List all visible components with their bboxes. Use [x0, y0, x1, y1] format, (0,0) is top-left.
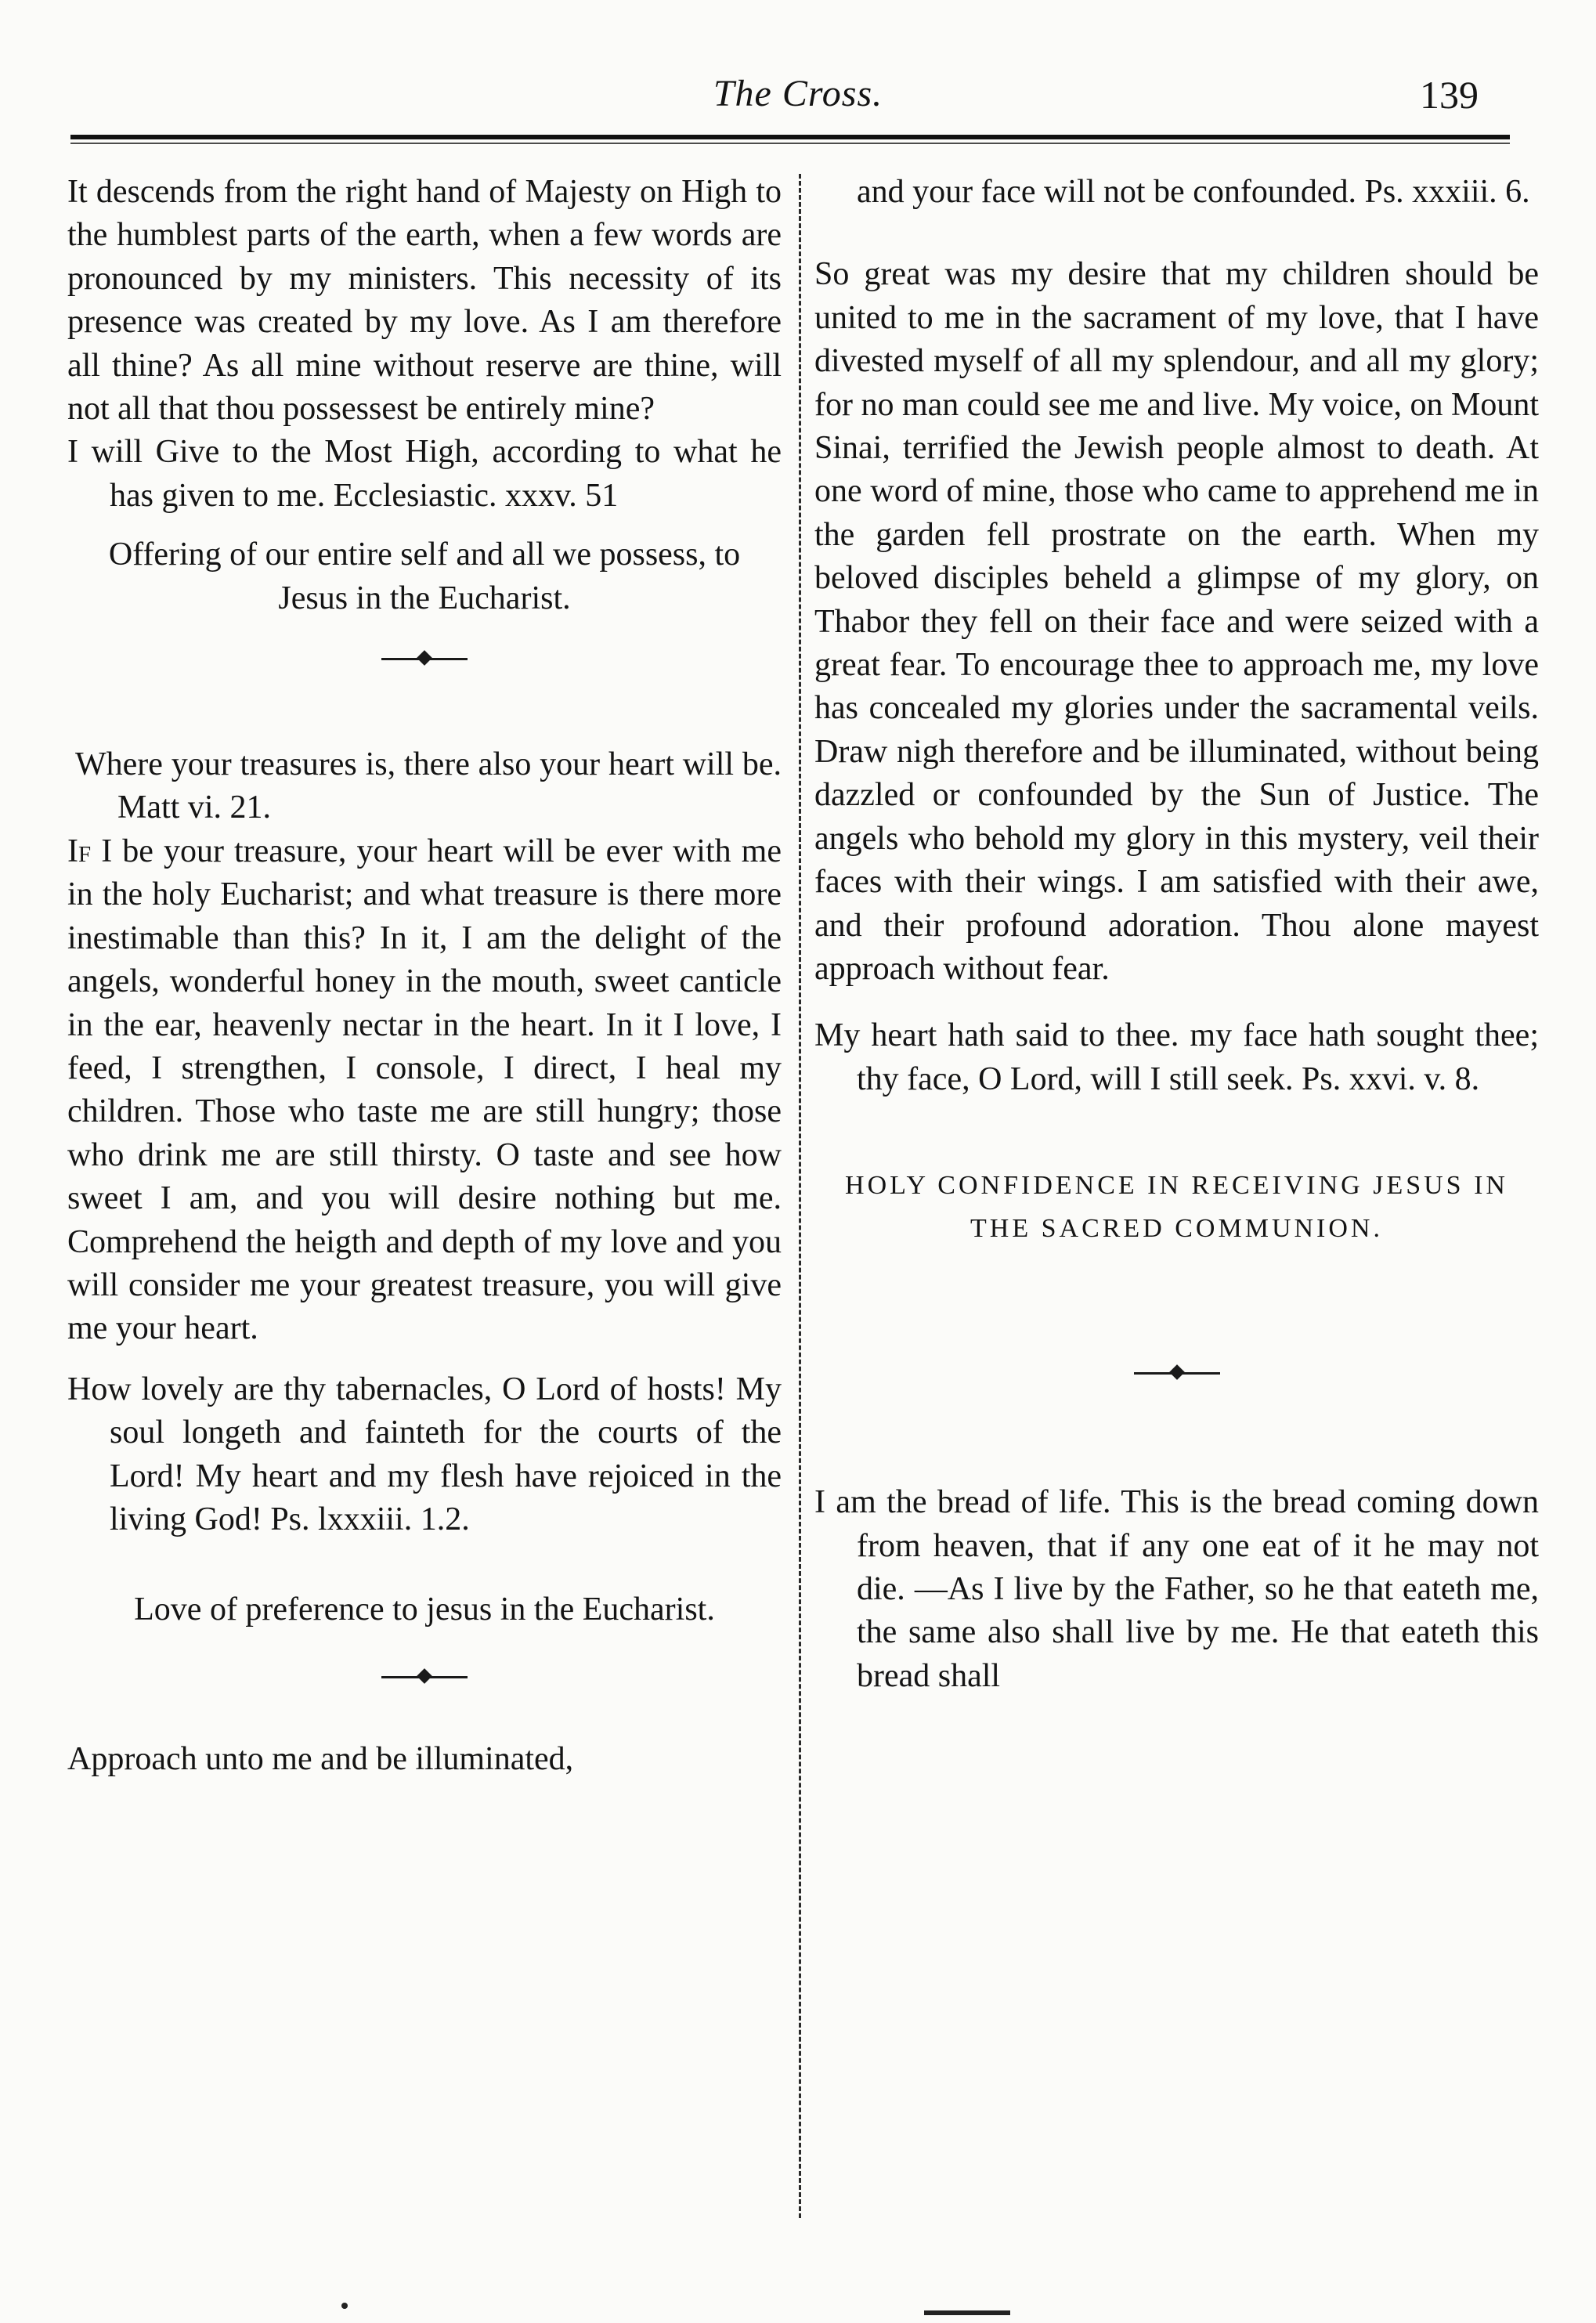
divider-ornament: [381, 638, 468, 681]
section-caption: Offering of our entire self and all we possess, to Jesus in the Eucharist.: [108, 536, 741, 616]
header-rule: [70, 135, 1510, 139]
page-header: [0, 0, 1596, 141]
scripture-verse: How lovely are thy tabernacles, O Lord of hosts! My soul longeth and fainteth for the courts of the Lord! My heart and my flesh have rejoiced in the living God! Ps. lxxxiii. 1.2.: [67, 1371, 782, 1537]
section-heading: HOLY CONFIDENCE IN RECEIVING JESUS IN: [845, 1171, 1508, 1201]
column-divider: [799, 174, 801, 2218]
header-rule-thin: [70, 143, 1510, 144]
left-column: [67, 171, 782, 1781]
drop-cap: If: [67, 833, 92, 869]
running-title: The Cross.: [713, 73, 883, 114]
scripture-verse: and your face will not be confounded. Ps. xxxiii. 6.: [857, 174, 1530, 210]
paragraph-text: I be your treasure, your heart will be ever with me in the holy Eucharist; and what treasure is there more inestimable than this? In it, I am the delight of the angels, wonderful honey in the mouth, sweet canticle in the ear, heavenly nectar in the heart. In it I love, I feed, I strengthen, I console, I direct, I heal my children. Those who taste me are still hungry; those who drink me are still thirsty. O taste and see how sweet I am, and you will desire nothing but me. Comprehend the heigth and depth of my love and you will consider me your greatest treasure, you will give me your heart.: [67, 833, 782, 1347]
page-number: 139: [1420, 73, 1479, 117]
right-column: [814, 171, 1539, 1698]
divider-ornament: [381, 1656, 468, 1699]
paragraph: Approach unto me and be illuminated,: [67, 1740, 574, 1777]
scripture-verse: My heart hath said to thee. my face hath sought thee; thy face, O Lord, will I still seek. Ps. xxvi. v. 8.: [814, 1017, 1539, 1097]
scripture-verse: I will Give to the Most High, according to what he has given to me. Ecclesiastic. xxxv. 51: [67, 434, 782, 514]
section-heading: THE SACRED COMMUNION.: [970, 1214, 1383, 1244]
paragraph: [67, 830, 782, 1351]
section-caption: Love of preference to jesus in the Eucharist.: [134, 1591, 715, 1628]
paragraph: So great was my desire that my children should be united to me in the sacrament of my love, that I have divested myself of all my splendour, and all my glory; for no man could see me and live. My voice, on Mount Sinai, terrified the Jewish people almost to death. At one word of mine, those who came to apprehend me in the garden fell prostrate on the earth. When my beloved disciples beheld a glimpse of my glory, on Thabor they fell on their face and were seized with a great fear. To encourage thee to approach me, my love has concealed my glories under the sacramental veils. Draw nigh therefore and be illuminated, without being dazzled or confounded by the Sun of Justice. The angels who behold my glory in this mystery, veil their faces with their wings. I am satisfied with their awe, and their profound adoration. Thou alone mayest approach without fear.: [814, 256, 1539, 987]
divider-ornament: [1134, 1352, 1220, 1395]
scripture-verse: Where your treasures is, there also your heart will be. Matt vi. 21.: [75, 746, 782, 826]
paragraph: I am the bread of life. This is the bread coming down from heaven, that if any one eat of it he may not die. —As I live by the Father, so he that eateth me, the same also shall live by me. He that eateth this bread shall: [814, 1484, 1539, 1694]
print-mark: [341, 2303, 348, 2309]
print-mark: [924, 2310, 1010, 2315]
paragraph: It descends from the right hand of Majesty on High to the humblest parts of the earth, when a few words are pronounced by my ministers. This necessity of its presence was created by my love. As I am therefore all thine? As all mine without reserve are thine, will not all that thou possessest be entirely mine?: [67, 174, 782, 428]
